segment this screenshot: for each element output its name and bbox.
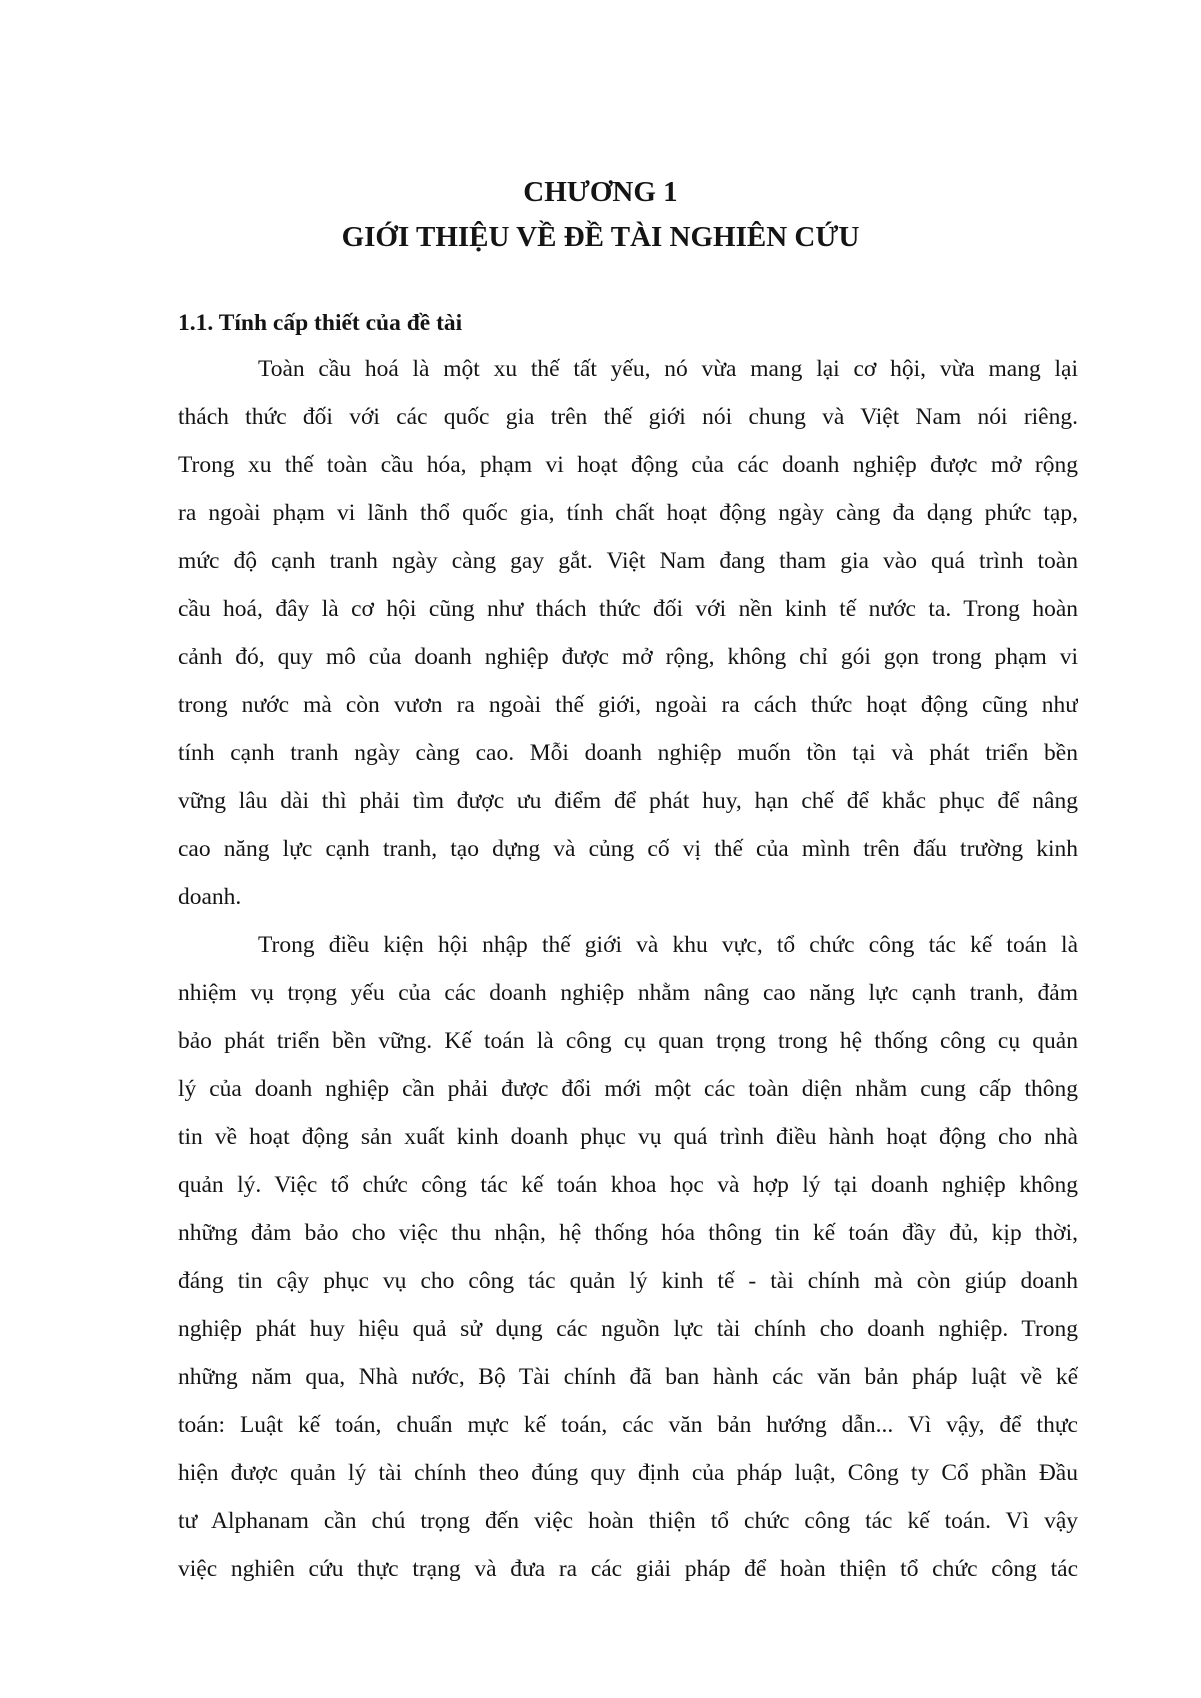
paragraph xyxy=(178,345,1078,921)
paragraph-line: thách thức đối với các quốc gia trên thế giới nói chung và Việt Nam nói riêng. xyxy=(178,404,1078,430)
paragraph-line: việc nghiên cứu thực trạng và đưa ra các giải pháp để hoàn thiện tổ chức công tác xyxy=(178,1556,1078,1582)
paragraph-line: tin về hoạt động sản xuất kinh doanh phục vụ quá trình điều hành hoạt động cho nhà xyxy=(178,1124,1078,1150)
chapter-title: GIỚI THIỆU VỀ ĐỀ TÀI NGHIÊN CỨU xyxy=(341,221,860,253)
paragraph-line: toán: Luật kế toán, chuẩn mực kế toán, các văn bản hướng dẫn... Vì vậy, để thực xyxy=(178,1412,1078,1438)
paragraph-line: hiện được quản lý tài chính theo đúng quy định của pháp luật, Công ty Cổ phần Đầu xyxy=(178,1460,1078,1486)
paragraph-line: vững lâu dài thì phải tìm được ưu điểm để phát huy, hạn chế để khắc phục để nâng xyxy=(178,788,1078,814)
chapter-number: CHƯƠNG 1 xyxy=(523,176,678,208)
paragraph-line: những năm qua, Nhà nước, Bộ Tài chính đã ban hành các văn bản pháp luật về kế xyxy=(178,1364,1078,1390)
paragraph-line: Trong điều kiện hội nhập thế giới và khu vực, tổ chức công tác kế toán là xyxy=(258,932,1078,958)
paragraph-line: bảo phát triển bền vững. Kế toán là công cụ quan trọng trong hệ thống công cụ quản xyxy=(178,1028,1078,1054)
paragraph-line: Toàn cầu hoá là một xu thế tất yếu, nó vừa mang lại cơ hội, vừa mang lại xyxy=(258,356,1078,382)
paragraph-line: trong nước mà còn vươn ra ngoài thế giới, ngoài ra cách thức hoạt động cũng như xyxy=(178,692,1078,718)
paragraph-line: Trong xu thế toàn cầu hóa, phạm vi hoạt động của các doanh nghiệp được mở rộng xyxy=(178,452,1078,478)
paragraph-line: doanh. xyxy=(178,884,242,910)
paragraph-line: những đảm bảo cho việc thu nhận, hệ thống hóa thông tin kế toán đầy đủ, kịp thời, xyxy=(178,1220,1078,1246)
paragraph-line: cảnh đó, quy mô của doanh nghiệp được mở rộng, không chỉ gói gọn trong phạm vi xyxy=(178,644,1078,670)
paragraph-line: cầu hoá, đây là cơ hội cũng như thách thức đối với nền kinh tế nước ta. Trong hoàn xyxy=(178,596,1078,622)
paragraph-line: tính cạnh tranh ngày càng cao. Mỗi doanh nghiệp muốn tồn tại và phát triển bền xyxy=(178,740,1078,766)
paragraph-line: lý của doanh nghiệp cần phải được đổi mới một các toàn diện nhằm cung cấp thông xyxy=(178,1076,1078,1102)
paragraph-line: nhiệm vụ trọng yếu của các doanh nghiệp nhằm nâng cao năng lực cạnh tranh, đảm xyxy=(178,980,1078,1006)
paragraph-line: tư Alphanam cần chú trọng đến việc hoàn thiện tổ chức công tác kế toán. Vì vậy xyxy=(178,1508,1078,1534)
paragraph xyxy=(178,921,1078,1593)
paragraph-line: nghiệp phát huy hiệu quả sử dụng các nguồn lực tài chính cho doanh nghiệp. Trong xyxy=(178,1316,1078,1342)
paragraph-line: mức độ cạnh tranh ngày càng gay gắt. Việt Nam đang tham gia vào quá trình toàn xyxy=(178,548,1078,574)
section-heading: 1.1. Tính cấp thiết của đề tài xyxy=(178,310,463,336)
paragraph-line: ra ngoài phạm vi lãnh thổ quốc gia, tính chất hoạt động ngày càng đa dạng phức tạp, xyxy=(178,500,1078,526)
body-text xyxy=(178,345,1078,1593)
paragraph-line: quản lý. Việc tổ chức công tác kế toán khoa học và hợp lý tại doanh nghiệp không xyxy=(178,1172,1078,1198)
paragraph-line: đáng tin cậy phục vụ cho công tác quản lý kinh tế - tài chính mà còn giúp doanh xyxy=(178,1268,1078,1294)
paragraph-line: cao năng lực cạnh tranh, tạo dựng và củng cố vị thế của mình trên đấu trường kinh xyxy=(178,836,1078,862)
